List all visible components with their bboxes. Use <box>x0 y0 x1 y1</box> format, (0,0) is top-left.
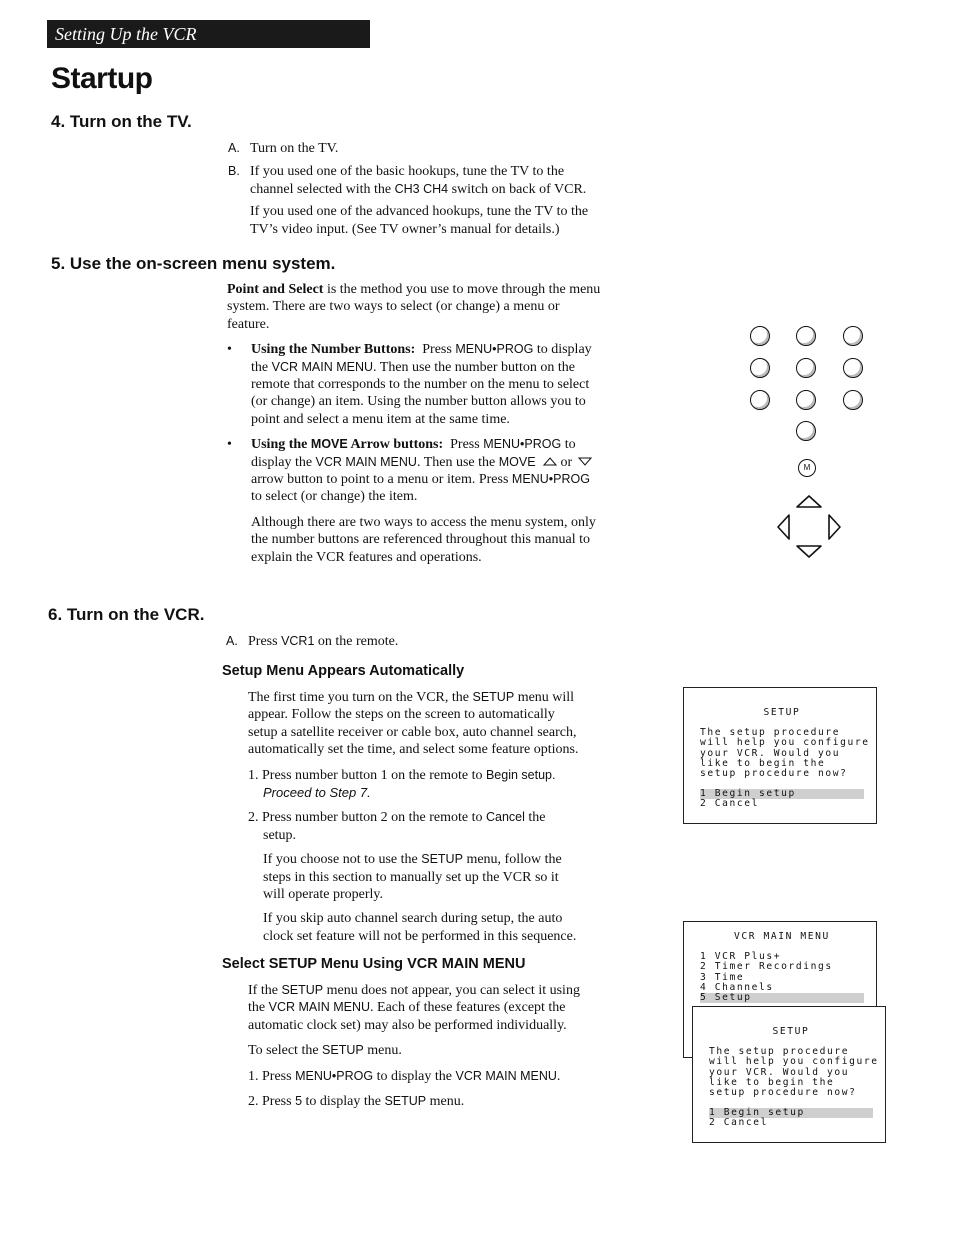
number-button <box>750 326 770 346</box>
menu-option-highlighted: 1 Begin setup <box>700 789 864 799</box>
step4-b-line1: If you used one of the basic hookups, tune the TV to the <box>250 164 565 180</box>
step5-note: Although there are two ways to access the menu system, only the number buttons are referenced throughout this manual to explain the VCR features and operations. <box>251 514 596 565</box>
down-arrow-icon <box>578 456 592 466</box>
page-title: Startup <box>51 62 153 95</box>
step5-body <box>227 281 647 566</box>
menu-option-highlighted: 1 Begin setup <box>709 1108 873 1118</box>
step5-bullet1: • Using the Number Buttons: Press MENU•PROG to display the VCR MAIN MENU. Then use the number button on the remote that corresponds to the number on the menu to select (or change) an item. Using the number button allows you to point and select a menu item at the same time. <box>227 342 592 427</box>
number-button <box>750 390 770 410</box>
step4-b-label: B. <box>228 164 240 179</box>
section-banner: Setting Up the VCR <box>47 20 370 48</box>
setup-screen-overlay: SETUP The setup procedure will help you configure your VCR. Would you like to begin the setup procedure now? 1 Begin setup 2 Cancel <box>692 1006 886 1143</box>
number-button <box>796 390 816 410</box>
menu-option: 1 VCR Plus+ <box>700 951 782 963</box>
number-button <box>796 326 816 346</box>
numbered-step-2: 2. Press number button 2 on the remote to Cancel the setup. If you choose not to use the SETUP menu, follow the steps in this section to manually set up the VCR so it will operate properly. If you skip auto channel search during setup, the auto clock set feature will not be performed in this sequence. <box>248 810 577 944</box>
menu-option: 4 Channels <box>700 981 774 993</box>
step6-a: A. Press VCR1 on the remote. <box>226 634 399 649</box>
step5-intro: Point and Select is the method you use to move through the menu system. There are two ways to select (or change) a menu or feature. <box>227 282 601 332</box>
number-button <box>843 326 863 346</box>
number-button <box>843 358 863 378</box>
number-button <box>796 421 816 441</box>
step4-a-label: A. <box>228 141 240 155</box>
step5-bullet2: • Using the MOVE Arrow buttons: Press MENU•PROG to display the VCR MAIN MENU. Then use the MOVE or arrow button to point to a menu or item. Press MENU•PROG to select (or change) the item. Although there are two ways to access the menu system, only the number buttons are referenced throughout this manual to explain the VCR features and operations. <box>227 436 647 566</box>
subheading-setup-auto: Setup Menu Appears Automatically <box>222 663 465 679</box>
step4-a-text: Turn on the TV. <box>250 141 339 156</box>
setup-screen: SETUP The setup procedure will help you configure your VCR. Would you like to begin the setup procedure now? 1 Begin setup 2 Cancel <box>683 687 877 824</box>
number-button <box>843 390 863 410</box>
up-arrow-icon <box>543 456 557 466</box>
setup-auto-body: The first time you turn on the VCR, the SETUP menu will appear. Follow the steps on the screen to automatically setup a satellite receiver or cable box, auto channel search, automatically set the time, and select some feature options. 1. Press number button 1 on the remote to Begin setup. Proceed to Step 7. 2. Press number button 2 on the remote to Cancel the setup. If you choose not to use the SETUP menu, follow the steps in this section to manually set up the VCR so it will operate properly. If you skip auto channel search during setup, the auto clock set feature will not be performed in this sequence. <box>248 689 648 945</box>
subheading-select-setup: Select SETUP Menu Using VCR MAIN MENU <box>222 956 526 972</box>
step4-b-line2: channel selected with the CH3 CH4 switch on back of VCR. <box>250 181 587 197</box>
menu-button: M <box>798 459 816 477</box>
menu-option-highlighted: 5 Setup <box>700 993 864 1003</box>
menu-option: 2 Cancel <box>700 798 760 810</box>
numbered-step-1: 1. Press number button 1 on the remote to Begin setup. Proceed to Step 7. <box>248 767 556 801</box>
screen-title: SETUP <box>763 707 801 718</box>
select-setup-body: If the SETUP menu does not appear, you can select it using the VCR MAIN MENU. Each of these features (except the automatic clock set) may also be performed individually. To select the SETUP menu. 1. Press MENU•PROG to display the VCR MAIN MENU. 2. Press 5 to display the SETUP menu. <box>248 983 580 1110</box>
step4-body <box>228 140 648 238</box>
screen-title: VCR MAIN MENU <box>734 931 830 942</box>
step4-heading: 4. Turn on the TV. <box>51 112 192 131</box>
menu-option: 3 Time <box>700 971 745 983</box>
step5-heading: 5. Use the on-screen menu system. <box>51 254 336 273</box>
menu-option: 2 Timer Recordings <box>700 961 833 973</box>
screen-title: SETUP <box>772 1026 810 1037</box>
move-arrows-icon <box>773 494 845 562</box>
step4-b-para2: If you used one of the advanced hookups, tune the TV to the TV’s video input. (See TV owner’s manual for details.) <box>250 204 589 237</box>
remote-keypad-illustration <box>745 322 875 567</box>
number-button <box>750 358 770 378</box>
menu-option: 2 Cancel <box>709 1117 769 1129</box>
number-button <box>796 358 816 378</box>
step6-heading: 6. Turn on the VCR. <box>48 605 205 624</box>
